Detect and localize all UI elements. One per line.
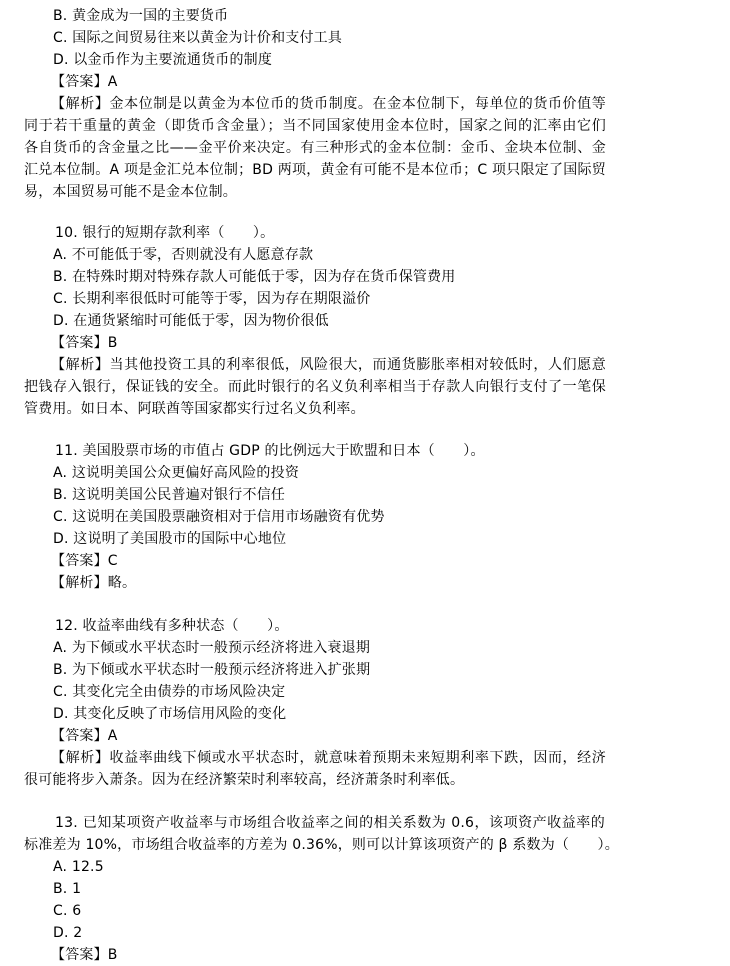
q12-analysis-line-1: 【解析】收益率曲线下倾或水平状态时，就意味着预期未来短期利率下跌，因而，经济 <box>51 750 606 766</box>
q9-option-b: B. 黄金成为一国的主要货币 <box>53 8 229 24</box>
q10-analysis-line-3: 管费用。如日本、阿联酋等国家都实行过名义负利率。 <box>24 401 365 417</box>
q10-option-a: A. 不可能低于零，否则就没有人愿意存款 <box>53 247 314 263</box>
q12-option-b: B. 为下倾或水平状态时一般预示经济将进入扩张期 <box>53 662 371 678</box>
q13-option-a: A. 12.5 <box>53 859 104 875</box>
q11-question: 11. 美国股票市场的市值占 GDP 的比例远大于欧盟和日本（ ）。 <box>55 443 485 459</box>
q9-analysis-line-2: 同于若干重量的黄金（即货币含金量）；当不同国家使用金本位时，国家之间的汇率由它们 <box>24 118 606 134</box>
q13-option-c: C. 6 <box>53 903 82 919</box>
q11-answer: 【答案】C <box>51 553 118 569</box>
q12-option-a: A. 为下倾或水平状态时一般预示经济将进入衰退期 <box>53 640 371 656</box>
q12-analysis-line-2: 很可能将步入萧条。因为在经济繁荣时利率较高，经济萧条时利率低。 <box>24 772 465 788</box>
q9-answer: 【答案】A <box>51 74 118 90</box>
q12-option-c: C. 其变化完全由债券的市场风险决定 <box>53 684 286 700</box>
q10-option-b: B. 在特殊时期对特殊存款人可能低于零，因为存在货币保管费用 <box>53 269 456 285</box>
q13-answer: 【答案】B <box>51 947 118 963</box>
q12-question: 12. 收益率曲线有多种状态（ ）。 <box>55 618 289 634</box>
q9-option-d: D. 以金币作为主要流通货币的制度 <box>53 52 273 68</box>
q13-option-d: D. 2 <box>53 925 83 941</box>
q11-option-d: D. 这说明了美国股市的国际中心地位 <box>53 531 287 547</box>
q9-analysis-line-5: 易，本国贸易可能不是金本位制。 <box>24 184 237 200</box>
q9-analysis-line-3: 各自货币的含金量之比——金平价来决定。有三种形式的金本位制：金币、金块本位制、金 <box>24 140 606 156</box>
q10-analysis-line-2: 把钱存入银行，保证钱的安全。而此时银行的名义负利率相当于存款人向银行支付了一笔保 <box>24 379 606 395</box>
q11-option-a: A. 这说明美国公众更偏好高风险的投资 <box>53 465 300 481</box>
q11-analysis: 【解析】略。 <box>51 575 137 591</box>
q10-answer: 【答案】B <box>51 335 118 351</box>
q10-analysis-line-1: 【解析】当其他投资工具的利率很低，风险很大，而通货膨胀率相对较低时，人们愿意 <box>51 357 606 373</box>
q9-analysis-line-4: 汇兑本位制。A 项是金汇兑本位制；BD 两项，黄金有可能不是本位币；C 项只限定了国际贸 <box>24 162 606 178</box>
q13-question-line-2: 标准差为 10%，市场组合收益率的方差为 0.36%，则可以计算该项资产的 β 系数为（ ）。 <box>24 837 619 853</box>
q13-question-line-1: 13. 已知某项资产收益率与市场组合收益率之间的相关系数为 0.6，该项资产收益率的 <box>55 815 605 831</box>
q11-option-b: B. 这说明美国公民普遍对银行不信任 <box>53 487 286 503</box>
q13-option-b: B. 1 <box>53 881 82 897</box>
q12-option-d: D. 其变化反映了市场信用风险的变化 <box>53 706 287 722</box>
q10-question: 10. 银行的短期存款利率（ ）。 <box>55 225 275 241</box>
q10-option-c: C. 长期利率很低时可能等于零，因为存在期限溢价 <box>53 291 371 307</box>
q10-option-d: D. 在通货紧缩时可能低于零，因为物价很低 <box>53 313 329 329</box>
q9-analysis-line-1: 【解析】金本位制是以黄金为本位币的货币制度。在金本位制下，每单位的货币价值等 <box>51 96 606 112</box>
q11-option-c: C. 这说明在美国股票融资相对于信用市场融资有优势 <box>53 509 385 525</box>
q9-option-c: C. 国际之间贸易往来以黄金为计价和支付工具 <box>53 30 343 46</box>
q12-answer: 【答案】A <box>51 728 118 744</box>
